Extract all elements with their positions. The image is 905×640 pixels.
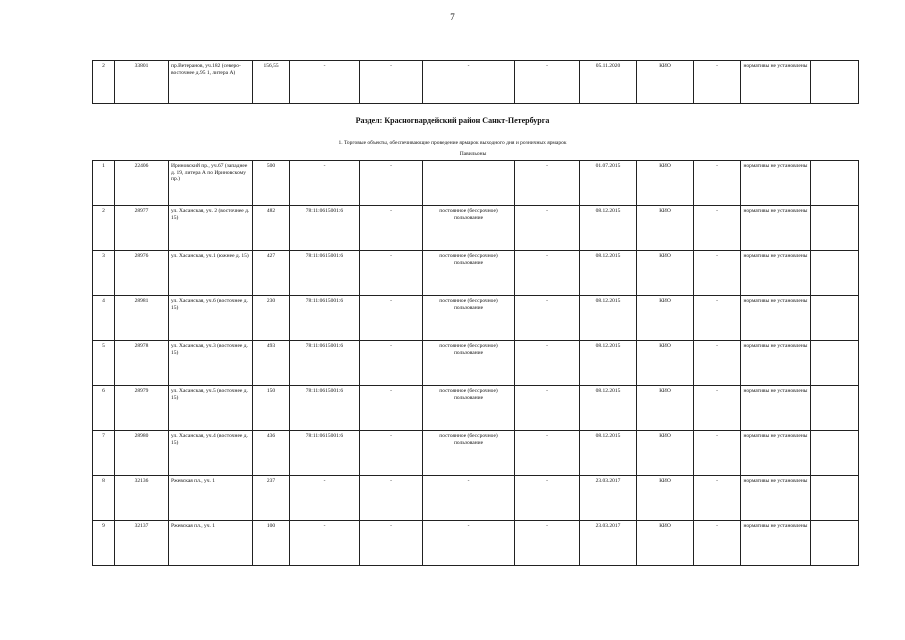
table-cell: - (360, 161, 423, 206)
table-cell: 1 (93, 161, 115, 206)
table-cell: 5 (93, 341, 115, 386)
table-cell: 78:11:0615001:6 (290, 296, 360, 341)
table-cell: - (360, 296, 423, 341)
table-cell: постоянное (бессрочное) пользование (423, 296, 515, 341)
table-cell: ул. Хасанская, уч.3 (восточнее д. 15) (169, 341, 253, 386)
table-cell: - (360, 251, 423, 296)
table-cell: - (360, 61, 423, 104)
table-cell: пр.Ветеранов, уч.182 (северо-восточнее д.95 1, литера А) (169, 61, 253, 104)
table-cell: постоянное (бессрочное) пользование (423, 341, 515, 386)
table-row (93, 161, 859, 206)
table-cell: - (515, 206, 580, 251)
table-cell: постоянное (бессрочное) пользование (423, 386, 515, 431)
table-cell (811, 161, 859, 206)
table-cell: - (515, 341, 580, 386)
table-cell: 78:11:0615001:6 (290, 386, 360, 431)
table-cell: 32137 (115, 521, 169, 566)
table-cell: 08.12.2015 (580, 431, 637, 476)
table-cell (811, 476, 859, 521)
table-cell: - (360, 431, 423, 476)
table-cell: - (515, 296, 580, 341)
table-cell: 28978 (115, 341, 169, 386)
table-cell: - (515, 161, 580, 206)
table-cell: нормативы не установлены (741, 206, 811, 251)
table-cell: Ржевская пл., уч. 1 (169, 476, 253, 521)
table-cell: 08.12.2015 (580, 206, 637, 251)
table-cell: 427 (253, 251, 290, 296)
table-row (93, 341, 859, 386)
table-cell: 33801 (115, 61, 169, 104)
table-cell (811, 61, 859, 104)
table-cell: 2 (93, 206, 115, 251)
table-cell: 08.12.2015 (580, 341, 637, 386)
table-cell: 08.12.2015 (580, 296, 637, 341)
table-cell (811, 341, 859, 386)
table-cell: 3 (93, 251, 115, 296)
table-cell: КИО (637, 431, 694, 476)
table-cell (811, 251, 859, 296)
table-cell: - (515, 521, 580, 566)
table-cell: 78:11:0615001:6 (290, 206, 360, 251)
table-cell: нормативы не установлены (741, 386, 811, 431)
table-cell: 4 (93, 296, 115, 341)
table-cell (811, 296, 859, 341)
table-cell: КИО (637, 521, 694, 566)
table-row (93, 431, 859, 476)
table-cell: 436 (253, 431, 290, 476)
table-cell: - (360, 476, 423, 521)
table-cell (811, 386, 859, 431)
table-cell: - (360, 521, 423, 566)
table-cell: - (360, 386, 423, 431)
table-row (93, 476, 859, 521)
table-cell: 28977 (115, 206, 169, 251)
table-cell: 100 (253, 521, 290, 566)
table-cell: 28976 (115, 251, 169, 296)
table-cell: - (290, 61, 360, 104)
table-cell: - (515, 386, 580, 431)
table-cell: - (290, 521, 360, 566)
table-cell: нормативы не установлены (741, 476, 811, 521)
table-cell: 08.12.2015 (580, 251, 637, 296)
table-cell: - (694, 161, 741, 206)
table-cell: 156,55 (253, 61, 290, 104)
table-cell: 28981 (115, 296, 169, 341)
page-number: 7 (450, 12, 455, 22)
table-cell: - (694, 431, 741, 476)
table-cell: - (290, 476, 360, 521)
table-cell: нормативы не установлены (741, 161, 811, 206)
table-cell (423, 161, 515, 206)
table-cell: 23.03.2017 (580, 521, 637, 566)
table-cell: 23.03.2017 (580, 476, 637, 521)
table-cell: - (694, 341, 741, 386)
table-cell: КИО (637, 61, 694, 104)
table-cell: - (423, 61, 515, 104)
section-subtitle-category: Павильоны (459, 151, 487, 157)
table-cell: 22406 (115, 161, 169, 206)
table-cell: постоянное (бессрочное) пользование (423, 206, 515, 251)
table-cell: 230 (253, 296, 290, 341)
table-cell: - (290, 161, 360, 206)
table-row (93, 61, 859, 104)
table-cell: 78:11:0615001:6 (290, 251, 360, 296)
table-cell: - (694, 296, 741, 341)
table-cell: - (694, 476, 741, 521)
table-cell: - (515, 476, 580, 521)
table-top (92, 60, 859, 104)
table-cell: - (360, 341, 423, 386)
table-cell: Ириновский пр., уч.67 (западнее д. 19, литера А по Ириновскому пр.) (169, 161, 253, 206)
table-cell: нормативы не установлены (741, 61, 811, 104)
table-cell: нормативы не установлены (741, 296, 811, 341)
table-cell: КИО (637, 161, 694, 206)
table-cell: - (694, 251, 741, 296)
table-cell: постоянное (бессрочное) пользование (423, 431, 515, 476)
table-cell: КИО (637, 296, 694, 341)
table-cell: 78:11:0615001:6 (290, 341, 360, 386)
table-cell: - (423, 476, 515, 521)
table-cell: 7 (93, 431, 115, 476)
table-cell: 9 (93, 521, 115, 566)
table-cell: - (515, 431, 580, 476)
table-cell: КИО (637, 476, 694, 521)
table-main (92, 160, 859, 566)
table-cell: 482 (253, 206, 290, 251)
table-cell: - (423, 521, 515, 566)
table-cell: - (694, 61, 741, 104)
table-cell: 08.12.2015 (580, 386, 637, 431)
table-cell: - (515, 61, 580, 104)
table-cell (811, 521, 859, 566)
table-cell: постоянное (бессрочное) пользование (423, 251, 515, 296)
table-cell: 28979 (115, 386, 169, 431)
table-cell: ул. Хасанская, уч.6 (восточнее д. 15) (169, 296, 253, 341)
table-cell: 78:11:0615001:6 (290, 431, 360, 476)
section-subtitle: 1. Торговые объекты, обеспечивающие проведение ярмарок выходного дня и розничных ярмарок (338, 140, 567, 146)
table-cell: ул. Хасанская, уч. 2 (восточнее д. 15) (169, 206, 253, 251)
table-cell: нормативы не установлены (741, 341, 811, 386)
table-cell: 150 (253, 386, 290, 431)
table-cell (811, 431, 859, 476)
table-cell: нормативы не установлены (741, 521, 811, 566)
table-cell: 28980 (115, 431, 169, 476)
table-cell: КИО (637, 386, 694, 431)
table-row (93, 251, 859, 296)
table-cell: нормативы не установлены (741, 431, 811, 476)
table-cell: - (694, 386, 741, 431)
table-cell: КИО (637, 341, 694, 386)
table-cell: КИО (637, 206, 694, 251)
table-cell: 05.11.2020 (580, 61, 637, 104)
table-cell: - (515, 251, 580, 296)
table-cell: 01.07.2015 (580, 161, 637, 206)
table-cell (811, 206, 859, 251)
table-cell: ул. Хасанская, уч.5 (восточнее д. 15) (169, 386, 253, 431)
table-cell: - (694, 206, 741, 251)
table-cell: - (694, 521, 741, 566)
table-cell: КИО (637, 251, 694, 296)
section-title: Раздел: Красногвардейский район Санкт-Петербурга (355, 116, 550, 125)
table-cell: ул. Хасанская, уч.1 (южнее д. 15) (169, 251, 253, 296)
table-cell: нормативы не установлены (741, 251, 811, 296)
table-cell: ул. Хасанская, уч.4 (восточнее д. 15) (169, 431, 253, 476)
table-row (93, 206, 859, 251)
table-row (93, 521, 859, 566)
table-row (93, 386, 859, 431)
table-cell: 2 (93, 61, 115, 104)
table-cell: 493 (253, 341, 290, 386)
table-cell: Ржевская пл., уч. 1 (169, 521, 253, 566)
table-cell: 237 (253, 476, 290, 521)
table-cell: 8 (93, 476, 115, 521)
table-cell: 6 (93, 386, 115, 431)
table-row (93, 296, 859, 341)
table-cell: - (360, 206, 423, 251)
table-cell: 500 (253, 161, 290, 206)
table-cell: 32136 (115, 476, 169, 521)
